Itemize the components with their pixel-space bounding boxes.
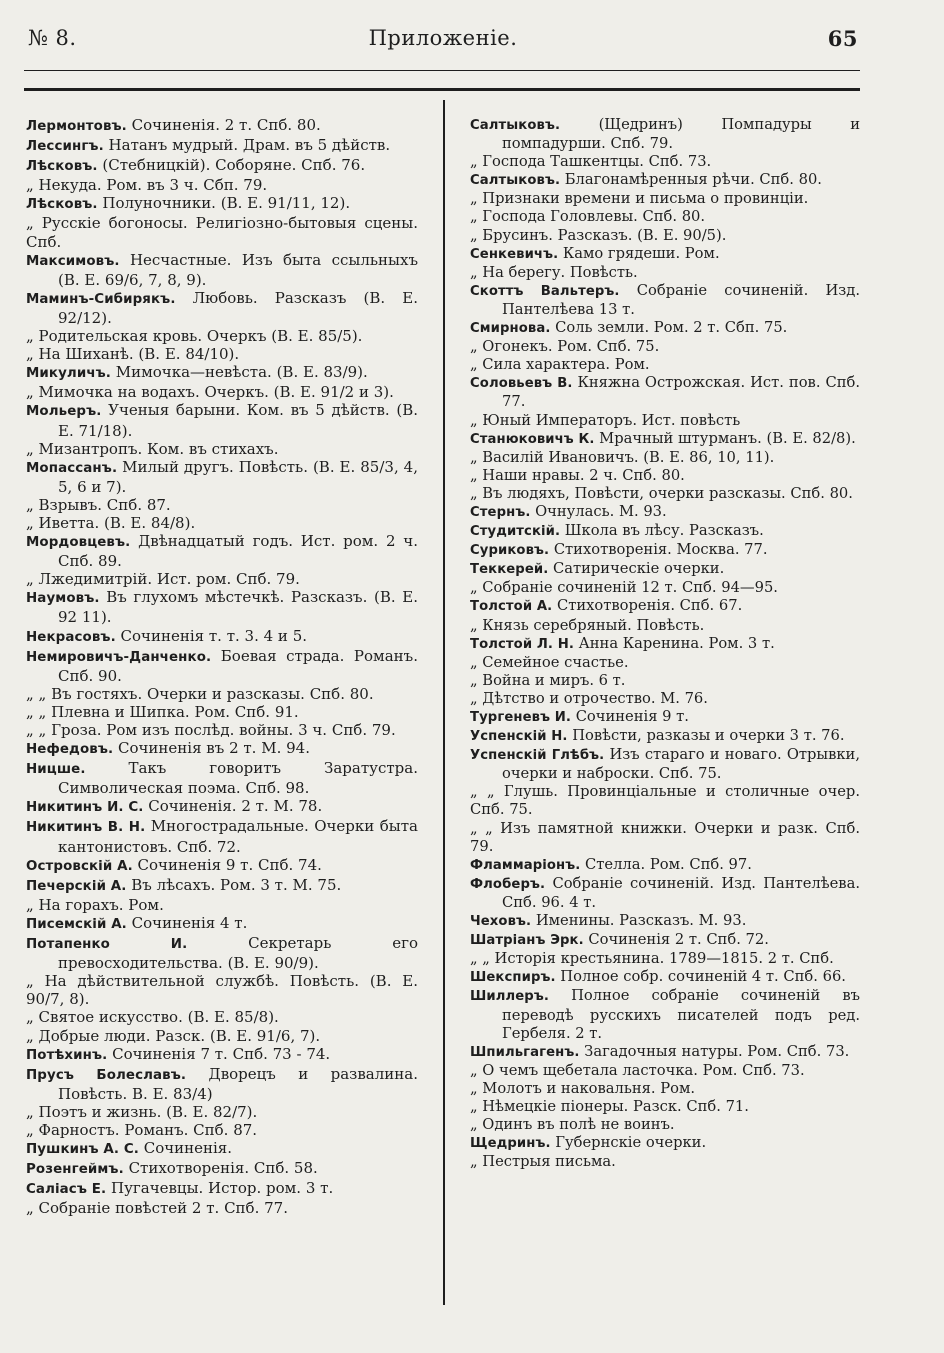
catalog-entry xyxy=(470,690,860,708)
entry-author: Никитинъ В. Н. xyxy=(26,820,146,836)
catalog-entry xyxy=(470,727,860,746)
entry-author: Лермонтовъ. xyxy=(26,119,127,134)
catalog-entry xyxy=(470,1098,860,1116)
entry-author: Потѣхинъ. xyxy=(26,1047,108,1063)
entry-text: „ Добрые люди. Разск. (В. Е. 91/6, 7). xyxy=(26,1026,321,1045)
entry-text: „ Нѣмецкіе піонеры. Разск. Спб. 71. xyxy=(470,1097,749,1115)
catalog-entry xyxy=(26,703,418,721)
entry-author: Мопассанъ. xyxy=(26,460,118,476)
entry-author: Скоттъ Вальтеръ. xyxy=(470,283,620,299)
entry-author: Шатріанъ Эрк. xyxy=(470,933,584,949)
entry-text: Пугачевцы. Истор. ром. 3 т. xyxy=(110,1179,334,1198)
entry-text: „ На Шиханѣ. (В. Е. 84/10). xyxy=(26,345,240,364)
catalog-entry xyxy=(470,708,860,727)
entry-author: Лѣсковъ. xyxy=(26,159,98,175)
catalog-entry xyxy=(26,856,418,876)
entry-text: Стелла. Ром. Спб. 97. xyxy=(585,855,752,873)
catalog-entry xyxy=(26,1045,418,1065)
catalog-entry xyxy=(470,116,860,153)
entry-text: „ Сила характера. Ром. xyxy=(470,356,650,374)
entry-author: Смирнова. xyxy=(470,321,551,337)
entry-text: Сочиненія 9 т. xyxy=(575,708,689,725)
entry-text: Въ лѣсахъ. Ром. 3 т. М. 75. xyxy=(131,875,342,894)
entry-text: Сочиненія 4 т. xyxy=(131,913,248,932)
catalog-entry xyxy=(26,440,418,458)
entry-author: Успенскій Н. xyxy=(470,729,568,745)
entry-author: Соловьевъ В. xyxy=(470,376,573,392)
entry-text: „ Семейное счастье. xyxy=(470,653,629,671)
entry-text: Полное собр. сочиненій 4 т. Спб. 66. xyxy=(560,968,846,986)
entry-author: Прусъ Болеславъ. xyxy=(26,1067,187,1083)
entry-text: Полное собраніе сочиненій въ переводѣ русскихъ писателей подъ ред. Гербеля. 2 т. xyxy=(502,987,860,1042)
catalog-entry xyxy=(470,617,860,635)
entry-text: „ О чемъ щебетала ласточка. Ром. Спб. 73. xyxy=(470,1061,805,1079)
entry-text: Мимочка—невѣста. (В. Е. 83/9). xyxy=(115,363,368,382)
entry-author: Нефедовъ. xyxy=(26,742,114,758)
entry-text: „ Взрывъ. Спб. 87. xyxy=(26,495,171,514)
catalog-entry xyxy=(470,1153,860,1171)
entry-text: „ „ Глушь. Провинціальные и столичные очер. Спб. 75. xyxy=(470,783,860,819)
entry-text: Сатирическіе очерки. xyxy=(553,560,725,578)
catalog-entry xyxy=(26,458,418,496)
entry-text: „ Господа Головлевы. Спб. 80. xyxy=(470,208,706,226)
catalog-entry xyxy=(26,383,418,401)
catalog-entry xyxy=(26,401,418,439)
entry-author: Толстой Л. Н. xyxy=(470,636,574,652)
entry-text: „ Наши нравы. 2 ч. Спб. 80. xyxy=(470,466,685,484)
entry-text: Двѣнадцатый годъ. Ист. ром. 2 ч. Спб. 89. xyxy=(58,532,418,571)
catalog-entry xyxy=(26,289,418,327)
entry-text: „ Мимочка на водахъ. Очеркъ. (В. Е. 91/2 и 3). xyxy=(26,383,394,402)
catalog-entry xyxy=(470,412,860,430)
entry-author: Наумовъ. xyxy=(26,591,100,607)
entry-text: Собраніе сочиненій. Изд. Пантелѣева 13 т. xyxy=(502,281,860,318)
catalog-entry xyxy=(26,914,418,934)
entry-text: Сочиненія 2 т. Спб. 72. xyxy=(588,931,769,949)
entry-text: Сочиненія 9 т. Спб. 74. xyxy=(137,855,322,874)
entry-text: „ Одинъ въ полѣ не воинъ. xyxy=(470,1116,675,1134)
entry-text: „ Фарностъ. Романъ. Спб. 87. xyxy=(26,1120,258,1139)
entry-text: Сочиненія. xyxy=(143,1139,233,1158)
entry-text: Боевая страда. Романъ. Спб. 90. xyxy=(58,646,418,685)
page-header xyxy=(28,26,858,60)
entry-text: „ Огонекъ. Ром. Спб. 75. xyxy=(470,338,660,356)
entry-text: Сочиненія 7 т. Спб. 73 - 74. xyxy=(112,1044,331,1063)
entry-author: Розенгеймъ. xyxy=(26,1162,124,1178)
catalog-entry xyxy=(470,282,860,319)
entry-author: Теккерей. xyxy=(470,562,549,578)
entry-text: „ „ Плевна и Шипка. Ром. Спб. 91. xyxy=(26,702,299,721)
catalog-entry xyxy=(470,1080,860,1098)
issue-number: № 8. xyxy=(28,26,77,50)
catalog-entry xyxy=(26,514,418,532)
entry-text: (Щедринъ) Помпадуры и помпадурши. Спб. 79. xyxy=(502,116,860,153)
entry-text: „ Собраніе сочиненій 12 т. Спб. 94—95. xyxy=(470,579,778,597)
header-rule-thin xyxy=(24,70,860,71)
catalog-entry xyxy=(26,588,418,626)
catalog-entry xyxy=(26,1008,418,1026)
catalog-entry xyxy=(26,1199,418,1217)
entry-author: Максимовъ. xyxy=(26,253,120,269)
catalog-entry xyxy=(26,363,418,383)
entry-text: Очнулась. М. 93. xyxy=(535,502,667,520)
entry-text: „ Признаки времени и письма о провинціи. xyxy=(470,190,809,208)
entry-text: Стихотворенія. Спб. 58. xyxy=(128,1159,318,1178)
entry-text: Анна Каренина. Ром. 3 т. xyxy=(578,634,775,652)
entry-text: Сочиненія въ 2 т. М. 94. xyxy=(117,739,310,758)
entry-text: Княжна Острожская. Ист. пов. Спб. 77. xyxy=(502,374,860,411)
entry-text: Многострадальные. Очерки быта кантонистовъ. Спб. 72. xyxy=(58,817,418,856)
catalog-entry xyxy=(26,739,418,759)
catalog-entry xyxy=(470,449,860,467)
catalog-entry xyxy=(470,654,860,672)
entry-author: Успенскій Глѣбъ. xyxy=(470,748,605,764)
entry-text: Несчастные. Изъ быта ссыльныхъ (В. Е. 69/6, 7, 8, 9). xyxy=(58,250,418,289)
entry-text: „ Брусинъ. Разсказъ. (В. Е. 90/5). xyxy=(470,226,727,244)
entry-author: Шпильгагенъ. xyxy=(470,1044,580,1060)
entry-text: „ Въ людяхъ, Повѣсти, очерки разсказы. Спб. 80. xyxy=(470,484,853,502)
catalog-entry xyxy=(470,968,860,987)
catalog-entry xyxy=(26,759,418,797)
catalog-entry xyxy=(470,950,860,968)
catalog-entry xyxy=(26,532,418,570)
entry-author: Микуличъ. xyxy=(26,366,111,382)
entry-text: Секретарь его превосходительства. (В. Е. 90/9). xyxy=(58,934,418,973)
entry-text: Любовь. Разсказъ (В. Е. 92/12). xyxy=(58,288,418,327)
catalog-entry xyxy=(470,503,860,522)
catalog-entry xyxy=(26,1103,418,1121)
catalog-entry xyxy=(470,153,860,171)
entry-text: „ Господа Ташкентцы. Спб. 73. xyxy=(470,153,712,171)
entry-author: Щедринъ. xyxy=(470,1136,551,1152)
catalog-entry xyxy=(26,251,418,289)
entry-text: „ „ Въ гостяхъ. Очерки и разсказы. Спб. 80. xyxy=(26,684,374,703)
catalog-entry xyxy=(26,496,418,514)
entry-author: Лѣсковъ. xyxy=(26,197,98,213)
catalog-entry xyxy=(26,570,418,588)
catalog-entry xyxy=(470,208,860,226)
entry-text: Полуночники. (В. Е. 91/11, 12). xyxy=(102,194,351,213)
entry-text: Загадочныя натуры. Ром. Спб. 73. xyxy=(584,1042,850,1060)
catalog-entry xyxy=(470,746,860,783)
entry-text: Натанъ мудрый. Драм. въ 5 дѣйств. xyxy=(108,136,391,155)
entry-text: „ На горахъ. Ром. xyxy=(26,895,164,914)
entry-text: (Стебницкій). Соборяне. Спб. 76. xyxy=(102,156,366,175)
catalog-entry xyxy=(470,820,860,856)
entry-author: Толстой А. xyxy=(470,599,553,615)
catalog-entry xyxy=(470,374,860,411)
entry-text: Изъ стараго и новаго. Отрывки, очерки и наброски. Спб. 75. xyxy=(502,746,860,783)
entry-text: Дворецъ и развалина. Повѣсть. В. Е. 83/4) xyxy=(58,1064,418,1103)
entry-author: Потапенко И. xyxy=(26,937,188,953)
entry-text: Губернскіе очерки. xyxy=(555,1134,707,1152)
catalog-entry xyxy=(26,156,418,176)
entry-text: Сочиненія. 2 т. Спб. 80. xyxy=(131,116,321,134)
entry-author: Шекспиръ. xyxy=(470,970,556,986)
entry-text: „ Дѣтство и отрочество. М. 76. xyxy=(470,689,708,707)
entry-text: „ На берегу. Повѣсть. xyxy=(470,263,638,281)
entry-text: Камо грядеши. Ром. xyxy=(562,244,720,262)
catalog-entry xyxy=(26,721,418,739)
entry-author: Стернъ. xyxy=(470,504,531,520)
catalog-entry xyxy=(26,1065,418,1103)
catalog-entry xyxy=(470,672,860,690)
catalog-entry xyxy=(470,912,860,931)
catalog-entry xyxy=(470,1043,860,1062)
entry-text: „ „ Изъ памятной книжки. Очерки и разк. Спб. 79. xyxy=(470,819,860,855)
catalog-entry xyxy=(470,579,860,597)
catalog-entry xyxy=(470,522,860,541)
entry-author: Пушкинъ А. С. xyxy=(26,1142,139,1158)
entry-text: „ Лжедимитрій. Ист. ром. Спб. 79. xyxy=(26,570,300,589)
catalog-entry xyxy=(26,876,418,896)
entry-text: „ Мизантропъ. Ком. въ стихахъ. xyxy=(26,439,279,458)
column-divider xyxy=(443,100,445,1305)
entry-text: „ Родительская кровь. Очеркъ (В. Е. 85/5). xyxy=(26,327,363,346)
entry-text: Въ глухомъ мѣстечкѣ. Разсказъ. (В. Е. 92 11). xyxy=(58,588,418,627)
entry-author: Фламмаріонъ. xyxy=(470,857,581,873)
entry-author: Сенкевичъ. xyxy=(470,246,559,262)
catalog-entry xyxy=(470,635,860,654)
right-column xyxy=(470,116,860,1171)
catalog-entry xyxy=(470,430,860,449)
catalog-entry xyxy=(470,264,860,282)
entry-text: „ „ Исторія крестьянина. 1789—1815. 2 т. Спб. xyxy=(470,950,834,968)
entry-author: Чеховъ. xyxy=(470,914,532,930)
catalog-entry xyxy=(470,356,860,374)
entry-author: Маминъ-Сибирякъ. xyxy=(26,291,176,307)
entry-text: Сочиненія т. т. 3. 4 и 5. xyxy=(120,626,308,645)
entry-author: Флоберъ. xyxy=(470,876,546,892)
catalog-entry xyxy=(26,685,418,703)
catalog-entry xyxy=(470,171,860,190)
entry-text: „ Русскіе богоносы. Религіозно-бытовыя сцены. Спб. xyxy=(26,214,418,251)
entry-text: Такъ говоритъ Заратустра. Символическая поэма. Спб. 98. xyxy=(58,759,418,798)
catalog-entry xyxy=(470,783,860,819)
catalog-entry xyxy=(470,319,860,338)
catalog-entry xyxy=(26,214,418,250)
catalog-entry xyxy=(470,245,860,264)
catalog-entry xyxy=(26,1179,418,1199)
entry-author: Станюковичъ К. xyxy=(470,431,595,447)
entry-text: Именины. Разсказъ. М. 93. xyxy=(535,912,747,930)
catalog-entry xyxy=(26,1139,418,1159)
entry-text: Стихотворенія. Москва. 77. xyxy=(553,541,768,559)
catalog-entry xyxy=(470,1134,860,1153)
page-title: Приложеніе. xyxy=(368,26,518,50)
entry-text: „ Собраніе повѣстей 2 т. Спб. 77. xyxy=(26,1199,288,1218)
catalog-entry xyxy=(26,194,418,214)
catalog-entry xyxy=(26,934,418,972)
entry-text: „ Юный Императоръ. Ист. повѣсть xyxy=(470,411,741,429)
page-number: 65 xyxy=(827,26,858,51)
header-rule-thick xyxy=(24,88,860,91)
entry-text: Повѣсти, разказы и очерки 3 т. 76. xyxy=(572,727,845,745)
entry-text: „ „ Гроза. Ром изъ послѣд. войны. 3 ч. Спб. 79. xyxy=(26,721,396,739)
left-column xyxy=(26,116,418,1217)
entry-author: Никитинъ И. С. xyxy=(26,800,144,816)
catalog-entry xyxy=(26,627,418,647)
entry-text: Благонамѣренныя рѣчи. Спб. 80. xyxy=(564,171,822,189)
entry-text: „ Князь серебряный. Повѣсть. xyxy=(470,616,705,634)
entry-text: „ Иветта. (В. Е. 84/8). xyxy=(26,513,196,532)
entry-author: Саліасъ Е. xyxy=(26,1182,107,1198)
entry-author: Суриковъ. xyxy=(470,543,550,559)
entry-text: „ Молотъ и наковальня. Ром. xyxy=(470,1079,696,1097)
catalog-entry xyxy=(470,338,860,356)
entry-author: Тургеневъ И. xyxy=(470,710,572,725)
catalog-entry xyxy=(470,1116,860,1134)
catalog-entry xyxy=(470,190,860,208)
catalog-entry xyxy=(26,136,418,156)
entry-author: Мордовцевъ. xyxy=(26,535,131,551)
catalog-entry xyxy=(470,1062,860,1080)
entry-author: Шиллеръ. xyxy=(470,989,549,1005)
entry-text: „ Поэтъ и жизнь. (В. Е. 82/7). xyxy=(26,1102,258,1121)
catalog-entry xyxy=(26,817,418,855)
catalog-entry xyxy=(26,116,418,136)
entry-text: Мрачный штурманъ. (В. Е. 82/8). xyxy=(599,429,856,447)
catalog-entry xyxy=(26,1121,418,1139)
entry-text: Милый другъ. Повѣсть. (В. Е. 85/3, 4, 5, 6 и 7). xyxy=(58,457,418,496)
entry-text: Школа въ лѣсу. Разсказъ. xyxy=(564,522,764,540)
entry-author: Салтыковъ. xyxy=(470,173,561,189)
catalog-entry xyxy=(470,597,860,616)
entry-author: Печерскій А. xyxy=(26,878,127,894)
catalog-entry xyxy=(26,345,418,363)
entry-author: Студитскій. xyxy=(470,524,561,540)
entry-author: Салтыковъ. xyxy=(470,118,561,133)
entry-text: „ Некуда. Ром. въ 3 ч. Сбп. 79. xyxy=(26,176,268,195)
catalog-entry xyxy=(470,485,860,503)
entry-text: „ Война и миръ. 6 т. xyxy=(470,671,626,689)
entry-author: Ницше. xyxy=(26,762,86,778)
catalog-entry xyxy=(26,176,418,194)
entry-text: Ученыя барыни. Ком. въ 5 дѣйств. (В. Е. 71/18). xyxy=(58,401,419,440)
catalog-entry xyxy=(470,541,860,560)
entry-text: Соль земли. Ром. 2 т. Сбп. 75. xyxy=(555,319,788,337)
catalog-entry xyxy=(26,972,418,1008)
catalog-entry xyxy=(470,931,860,950)
catalog-entry xyxy=(26,327,418,345)
catalog-entry xyxy=(26,647,418,685)
catalog-entry xyxy=(26,896,418,914)
entry-author: Писемскій А. xyxy=(26,916,127,932)
entry-author: Некрасовъ. xyxy=(26,629,116,645)
entry-text: „ Святое искусство. (В. Е. 85/8). xyxy=(26,1008,279,1027)
catalog-entry xyxy=(470,227,860,245)
entry-text: Собраніе сочиненій. Изд. Пантелѣева. Спб. 96. 4 т. xyxy=(502,874,860,911)
entry-author: Немировичъ-Данченко. xyxy=(26,649,212,665)
entry-author: Мольеръ. xyxy=(26,404,102,420)
entry-text: Сочиненія. 2 т. М. 78. xyxy=(148,797,323,816)
catalog-entry xyxy=(470,856,860,875)
catalog-entry xyxy=(470,467,860,485)
entry-text: „ Пестрыя письма. xyxy=(470,1153,616,1171)
catalog-entry xyxy=(26,1159,418,1179)
entry-author: Лессингъ. xyxy=(26,139,104,155)
entry-text: Стихотворенія. Спб. 67. xyxy=(556,597,743,615)
catalog-entry xyxy=(470,875,860,912)
catalog-entry xyxy=(470,560,860,579)
catalog-entry xyxy=(470,987,860,1042)
catalog-entry xyxy=(26,1027,418,1045)
entry-text: „ На дѣйствительной службѣ. Повѣсть. (В. Е. 90/7, 8). xyxy=(26,972,418,1009)
catalog-entry xyxy=(26,797,418,817)
entry-text: „ Василій Ивановичъ. (В. Е. 86, 10, 11). xyxy=(470,448,775,466)
entry-author: Островскій А. xyxy=(26,858,133,874)
